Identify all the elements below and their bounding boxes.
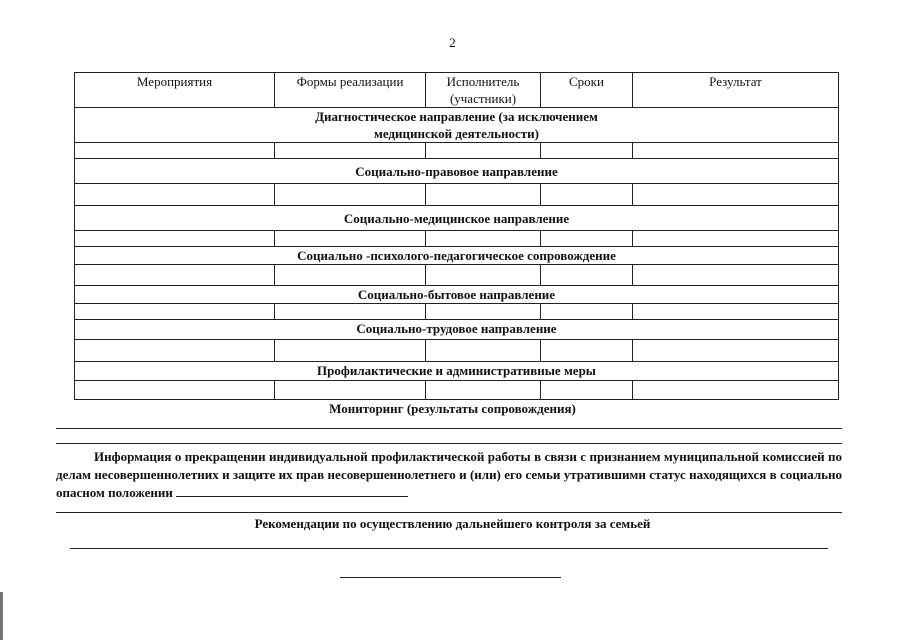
table-cell[interactable] <box>633 231 839 247</box>
section-title: Социально-правовое направление <box>75 159 839 184</box>
scan-edge-mark <box>0 592 3 640</box>
section-title: Профилактические и административные меры <box>75 362 839 381</box>
status-fill-line[interactable] <box>176 484 408 497</box>
table-cell[interactable] <box>426 381 541 400</box>
table-cell[interactable] <box>75 184 275 206</box>
table-cell[interactable] <box>426 340 541 362</box>
table-cell[interactable] <box>275 304 426 320</box>
column-header: Исполнитель (участники) <box>426 73 541 108</box>
table-cell[interactable] <box>633 304 839 320</box>
column-header: Сроки <box>541 73 633 108</box>
section-title: Диагностическое направление (за исключением медицинской деятельности) <box>75 108 839 143</box>
signature-line[interactable] <box>340 577 561 578</box>
column-header: Формы реализации <box>275 73 426 108</box>
table-header-row <box>75 73 839 108</box>
table-cell[interactable] <box>541 340 633 362</box>
column-header: Результат <box>633 73 839 108</box>
monitoring-line <box>56 443 842 444</box>
section-row <box>75 108 839 143</box>
table-cell[interactable] <box>633 265 839 286</box>
support-plan-table <box>74 72 839 400</box>
table-cell[interactable] <box>541 184 633 206</box>
table-cell[interactable] <box>426 265 541 286</box>
table-cell[interactable] <box>275 231 426 247</box>
table-cell[interactable] <box>75 143 275 159</box>
table-cell[interactable] <box>633 381 839 400</box>
table-cell[interactable] <box>541 381 633 400</box>
table-cell[interactable] <box>75 340 275 362</box>
table-cell[interactable] <box>426 231 541 247</box>
section-row <box>75 247 839 265</box>
table-cell[interactable] <box>633 184 839 206</box>
termination-info <box>56 448 842 502</box>
section-row <box>75 206 839 231</box>
table-cell[interactable] <box>541 265 633 286</box>
monitoring-line <box>56 428 842 429</box>
page-number: 2 <box>449 35 456 50</box>
table-cell[interactable] <box>541 231 633 247</box>
empty-row <box>75 265 839 286</box>
table-cell[interactable] <box>75 231 275 247</box>
empty-row <box>75 340 839 362</box>
empty-row <box>75 143 839 159</box>
table-cell[interactable] <box>426 184 541 206</box>
empty-row <box>75 231 839 247</box>
section-title: Социально -психолого-педагогическое сопровождение <box>75 247 839 265</box>
table-cell[interactable] <box>633 143 839 159</box>
section-title: Социально-медицинское направление <box>75 206 839 231</box>
divider-line <box>56 512 842 513</box>
termination-info-text: Информация о прекращении индивидуальной профилактической работы в связи с признанием муниципальной комиссией по делам несовершеннолетних и защите их прав несовершеннолетнего и (или) его семьи утратившими статус находящихся в социально опасном положении <box>56 449 842 500</box>
empty-row <box>75 304 839 320</box>
section-row <box>75 362 839 381</box>
table-cell[interactable] <box>75 265 275 286</box>
monitoring-title: Мониторинг (результаты сопровождения) <box>329 401 576 416</box>
table-cell[interactable] <box>426 143 541 159</box>
table-cell[interactable] <box>426 304 541 320</box>
table-cell[interactable] <box>275 340 426 362</box>
table-cell[interactable] <box>75 304 275 320</box>
table-cell[interactable] <box>75 381 275 400</box>
section-row <box>75 286 839 304</box>
section-title: Социально-трудовое направление <box>75 320 839 340</box>
table-cell[interactable] <box>541 304 633 320</box>
section-row <box>75 320 839 340</box>
table-cell[interactable] <box>275 143 426 159</box>
table-cell[interactable] <box>275 265 426 286</box>
section-title: Социально-бытовое направление <box>75 286 839 304</box>
recommendations-line[interactable] <box>70 548 828 549</box>
table-cell[interactable] <box>541 143 633 159</box>
table-cell[interactable] <box>275 381 426 400</box>
empty-row <box>75 381 839 400</box>
column-header: Мероприятия <box>75 73 275 108</box>
table-cell[interactable] <box>275 184 426 206</box>
table-cell[interactable] <box>633 340 839 362</box>
empty-row <box>75 184 839 206</box>
recommendations-title: Рекомендации по осуществлению дальнейшего контроля за семьей <box>254 516 651 531</box>
section-row <box>75 159 839 184</box>
